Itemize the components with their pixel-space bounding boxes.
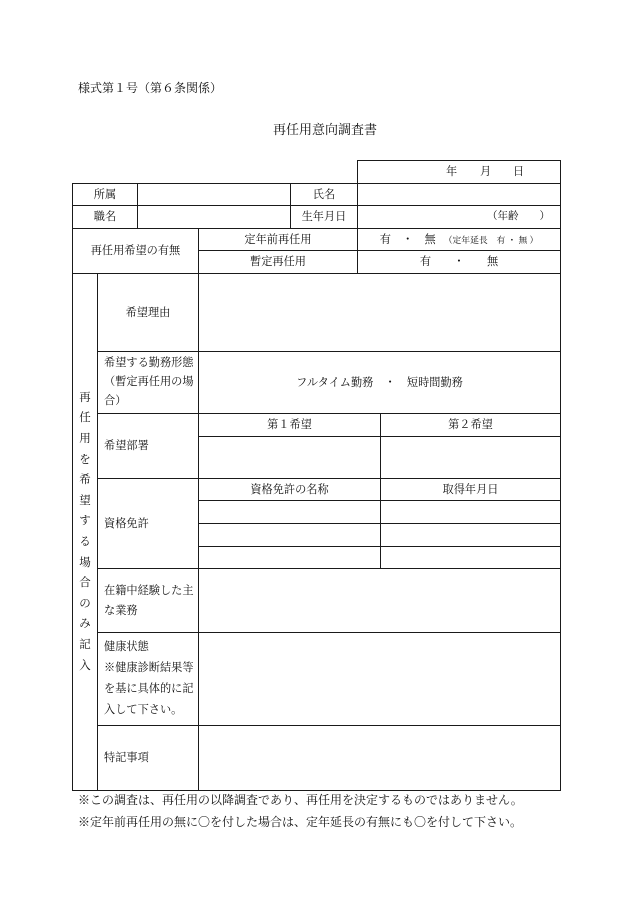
health-title: 健康状態 (104, 641, 149, 653)
department-second-choice-field (380, 436, 561, 479)
health-note-line: 入して下さい。 (104, 704, 183, 716)
experience-label (97, 568, 199, 633)
provisional-reemployment-choices: 有 ・ 無 (357, 250, 561, 274)
work-style-label (97, 351, 199, 414)
affiliation-field (137, 183, 291, 206)
pre-retirement-reemployment-choices (357, 228, 561, 251)
health-note-line: を基に具体的に記 (104, 683, 194, 695)
date-month-label: 月 (480, 166, 492, 178)
name-field (357, 183, 561, 206)
department-first-choice-field (198, 436, 381, 479)
license-name-field (198, 546, 381, 569)
license-date-header: 取得年月日 (380, 478, 561, 501)
age-label: （年齢 ） (487, 211, 550, 222)
date-day-label: 日 (513, 166, 525, 178)
work-style-label-line: 合） (104, 395, 127, 407)
conditional-section-vertical-text: 再任用を希望する場合のみ記入 (79, 391, 91, 672)
reason-label: 希望理由 (97, 273, 199, 352)
license-label: 資格免許 (97, 478, 199, 569)
conditional-section-side-label (72, 273, 98, 791)
name-label: 氏名 (290, 183, 358, 206)
health-label (97, 632, 199, 726)
retirement-extension-note: （定年延長 有 ・ 無 ） (443, 234, 539, 245)
provisional-reemployment-label: 暫定再任用 (198, 250, 358, 274)
experience-label-line: 在籍中経験した主 (104, 584, 194, 597)
license-date-field (380, 523, 561, 547)
birthdate-field (357, 205, 561, 229)
reason-field (198, 273, 561, 352)
document-title: 再任用意向調査書 (273, 122, 378, 137)
license-date-field (380, 546, 561, 569)
footnote: ※定年前再任用の無に〇を付した場合は、定年延長の有無にも〇を付して下さい。 (78, 815, 523, 829)
health-note-line: ※健康診断結果等 (104, 662, 194, 674)
pre-retirement-reemployment-label: 定年前再任用 (198, 228, 358, 251)
health-field (198, 632, 561, 726)
remarks-field (198, 725, 561, 791)
date-year-label: 年 (446, 166, 458, 178)
license-name-header: 資格免許の名称 (198, 478, 381, 501)
date-field (357, 160, 561, 184)
department-second-choice-header: 第２希望 (380, 413, 561, 437)
license-name-field (198, 500, 381, 524)
department-label: 希望部署 (97, 413, 199, 479)
reemployment-wish-label: 再任用希望の有無 (72, 228, 199, 274)
work-style-options: フルタイム勤務 ・ 短時間勤務 (198, 351, 561, 414)
work-style-label-line: （暫定再任用の場 (104, 376, 194, 388)
department-first-choice-header: 第１希望 (198, 413, 381, 437)
position-field (137, 205, 291, 229)
license-date-field (380, 500, 561, 524)
license-name-field (198, 523, 381, 547)
pre-retirement-yes-no: 有 ・ 無 (379, 233, 436, 246)
remarks-label: 特記事項 (97, 725, 199, 791)
footnote: ※この調査は、再任用の以降調査であり、再任用を決定するものではありません。 (78, 793, 523, 807)
birthdate-label: 生年月日 (290, 205, 358, 229)
work-style-label-line: 希望する勤務形態 (104, 357, 194, 369)
position-label: 職名 (72, 205, 138, 229)
form-number: 様式第１号（第６条関係） (78, 81, 223, 95)
affiliation-label: 所属 (72, 183, 138, 206)
experience-field (198, 568, 561, 633)
experience-label-line: な業務 (104, 604, 138, 617)
